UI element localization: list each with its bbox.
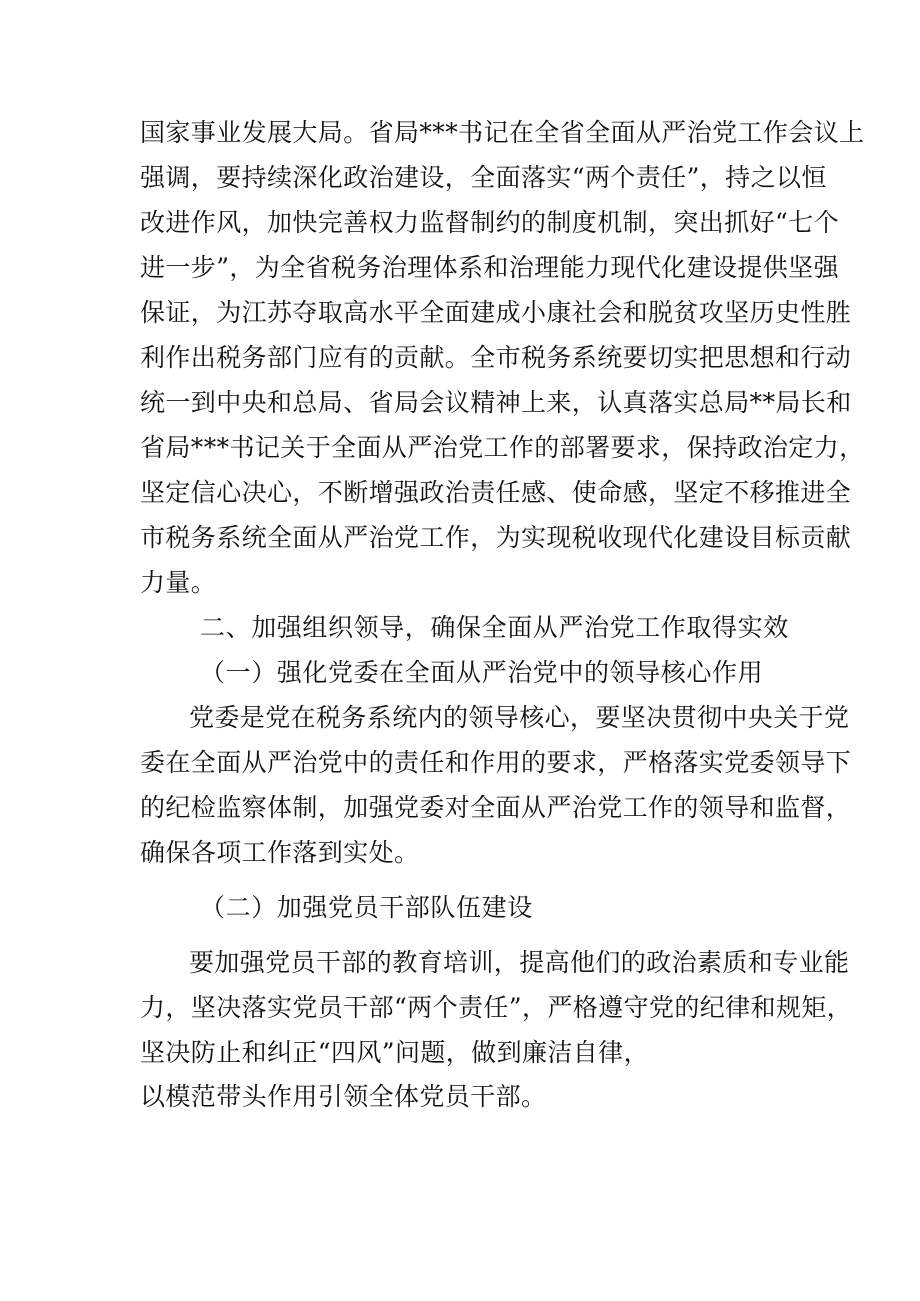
paragraph-1-line-4: 进一步”，为全省税务治理体系和治理能力现代化建设提供坚强 [140, 253, 839, 282]
section-2-heading: 二、加强组织领导，确保全面从严治党工作取得实效 [200, 613, 789, 642]
paragraph-1-line-7: 统一到中央和总局、省局会议精神上来，认真落实总局**局长和 [140, 388, 852, 417]
paragraph-1-line-2: 强调，要持续深化政治建设，全面落实“两个责任”，持之以恒 [140, 163, 827, 192]
subsection-2-heading: （二）加强党员干部队伍建设 [200, 893, 533, 922]
paragraph-1-line-9: 坚定信心决心，不断增强政治责任感、使命感，坚定不移推进全 [140, 478, 852, 507]
paragraph-2-line-4: 确保各项工作落到实处。 [140, 838, 420, 867]
paragraph-2-line-2: 委在全面从严治党中的责任和作用的要求，严格落实党委领导下 [140, 748, 852, 777]
paragraph-2-line-1: 党委是党在税务系统内的领导核心，要坚决贯彻中央关于党 [189, 703, 850, 732]
paragraph-3-line-3: 坚决防止和纠正“四风”问题，做到廉洁自律， [140, 1038, 649, 1067]
paragraph-3-line-4: 以模范带头作用引领全体党员干部。 [140, 1082, 547, 1111]
paragraph-1-line-11: 力量。 [140, 568, 217, 597]
paragraph-1-line-6: 利作出税务部门应有的贡献。全市税务系统要切实把思想和行动 [140, 343, 852, 372]
paragraph-1-line-3: 改进作风，加快完善权力监督制约的制度机制，突出抓好“七个 [140, 208, 839, 237]
paragraph-3-line-2: 力，坚决落实党员干部“两个责任”，严格遵守党的纪律和规矩， [140, 993, 853, 1022]
paragraph-2-line-3: 的纪检监察体制，加强党委对全面从严治党工作的领导和监督， [140, 793, 852, 822]
paragraph-1-line-8: 省局***书记关于全面从严治党工作的部署要求，保持政治定力， [140, 433, 865, 462]
paragraph-1-line-5: 保证，为江苏夺取高水平全面建成小康社会和脱贫攻坚历史性胜 [140, 298, 852, 327]
paragraph-1-line-10: 市税务系统全面从严治党工作，为实现税收现代化建设目标贡献 [140, 523, 852, 552]
subsection-1-heading: （一）强化党委在全面从严治党中的领导核心作用 [200, 658, 764, 687]
paragraph-3-line-1: 要加强党员干部的教育培训，提高他们的政治素质和专业能 [189, 948, 850, 977]
paragraph-1-line-1: 国家事业发展大局。省局***书记在全省全面从严治党工作会议上 [140, 118, 865, 147]
